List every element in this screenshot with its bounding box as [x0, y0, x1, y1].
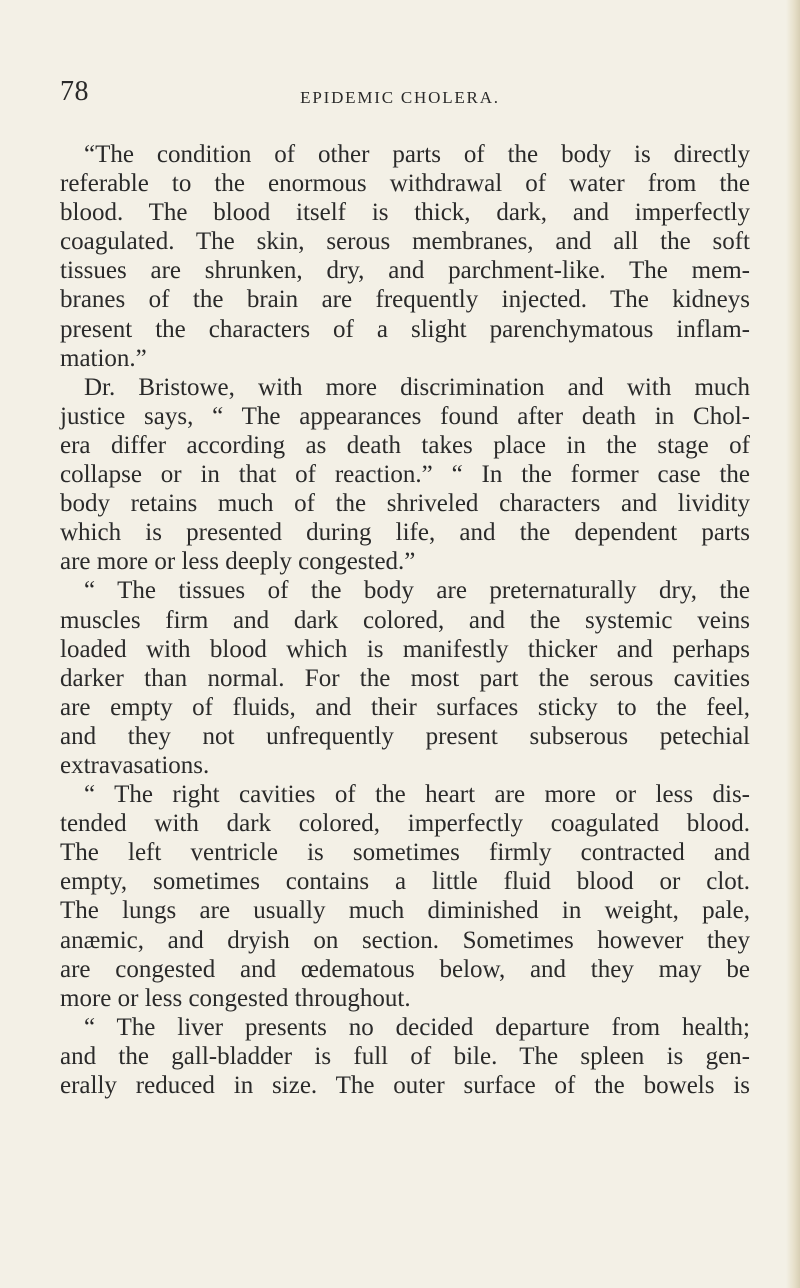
text-line: anæmic, and dryish on section. Sometimes however they: [60, 926, 750, 954]
text-line: are empty of fluids, and their surfaces sticky to the feel,: [60, 693, 750, 721]
text-line: and the gall-bladder is full of bile. The spleen is gen-: [60, 1042, 750, 1070]
text-line: “ The right cavities of the heart are more or less dis-: [84, 781, 750, 809]
page-header: [60, 76, 740, 110]
text-line: referable to the enormous withdrawal of water from the: [60, 170, 750, 198]
running-head: EPIDEMIC CHOLERA.: [300, 88, 500, 107]
text-line: justice says, “ The appearances found after death in Chol-: [60, 402, 750, 430]
text-line: The left ventricle is sometimes firmly contracted and: [60, 839, 750, 867]
text-line: mation.”: [60, 344, 147, 372]
text-line: darker than normal. For the most part the serous cavities: [60, 664, 750, 692]
page-edge: [786, 0, 800, 1288]
text-line: blood. The blood itself is thick, dark, and imperfectly: [60, 199, 750, 227]
text-line: erally reduced in size. The outer surface of the bowels is: [60, 1072, 750, 1099]
body-text: [60, 140, 750, 1100]
text-line: tended with dark colored, imperfectly coagulated blood.: [60, 810, 750, 838]
page-number: 78: [60, 76, 89, 107]
text-line: Dr. Bristowe, with more discrimination and with much: [84, 373, 750, 401]
text-line: coagulated. The skin, serous membranes, and all the soft: [60, 228, 750, 256]
text-line: era differ according as death takes place in the stage of: [60, 431, 750, 459]
text-line: tissues are shrunken, dry, and parchment-like. The mem-: [60, 257, 750, 285]
text-line: and they not unfrequently present subserous petechial: [60, 722, 750, 750]
text-line: loaded with blood which is manifestly thicker and perhaps: [60, 635, 750, 663]
text-line: collapse or in that of reaction.” “ In the former case the: [60, 461, 750, 489]
text-line: The lungs are usually much diminished in weight, pale,: [60, 897, 750, 925]
text-line: “The condition of other parts of the body is directly: [84, 141, 750, 168]
text-line: empty, sometimes contains a little fluid blood or clot.: [60, 868, 750, 896]
text-line: which is presented during life, and the dependent parts: [60, 519, 750, 547]
text-line: extravasations.: [60, 751, 210, 779]
text-line: present the characters of a slight parenchymatous inflam-: [60, 315, 750, 343]
text-line: are more or less deeply congested.”: [60, 548, 416, 576]
text-line: more or less congested throughout.: [60, 984, 411, 1012]
text-line: muscles firm and dark colored, and the systemic veins: [60, 606, 750, 634]
text-line: “ The liver presents no decided departure from health;: [84, 1013, 750, 1041]
text-line: “ The tissues of the body are preternaturally dry, the: [84, 577, 750, 605]
text-line: are congested and œdematous below, and they may be: [60, 955, 750, 983]
text-line: branes of the brain are frequently injected. The kidneys: [60, 286, 750, 314]
text-line: body retains much of the shriveled characters and lividity: [60, 490, 750, 518]
